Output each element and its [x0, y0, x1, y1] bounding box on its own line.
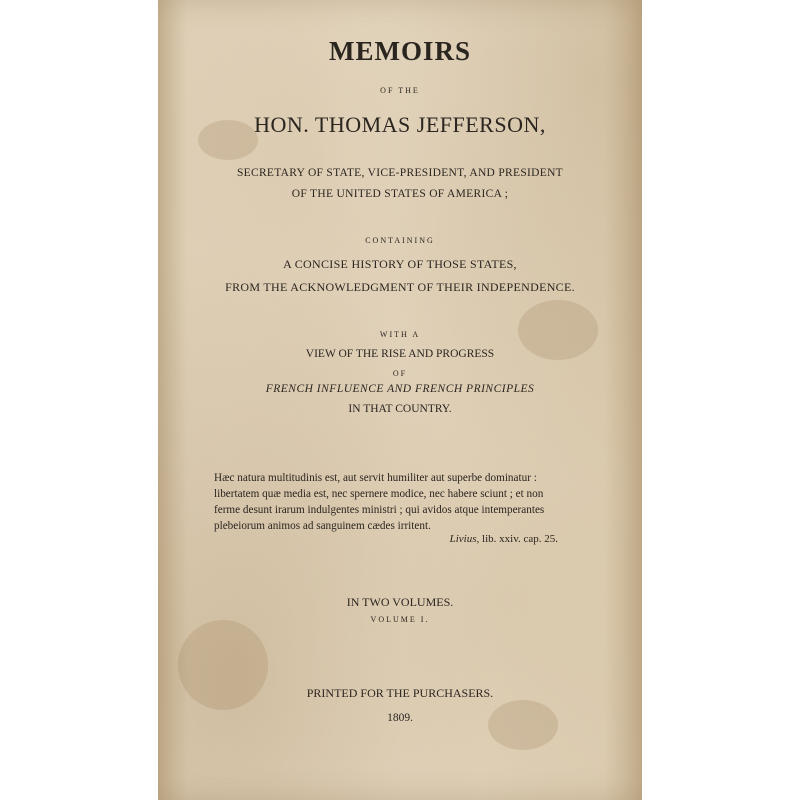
- paper-stain: [488, 700, 558, 750]
- view-line: VIEW OF THE RISE AND PROGRESS: [305, 348, 495, 360]
- of-the-text: OF THE: [380, 86, 420, 95]
- author-name: HON. THOMAS JEFFERSON,: [254, 112, 546, 137]
- french-line: FRENCH INFLUENCE AND FRENCH PRINCIPLES: [265, 383, 535, 395]
- book-title: MEMOIRS: [329, 36, 471, 66]
- with-a-text: WITH A: [379, 330, 421, 339]
- subtitle-line-1: SECRETARY OF STATE, VICE-PRESIDENT, AND PRESIDENT: [236, 167, 564, 179]
- epigraph-line: ferme desunt irarum indulgentes ministri ; qui avidos atque intemperantes: [214, 504, 545, 516]
- country-line: IN THAT COUNTRY.: [348, 403, 452, 415]
- epigraph-line: libertatem quæ media est, nec spernere modice, nec habere sciunt ; et non: [214, 488, 544, 500]
- subtitle-line-2: OF THE UNITED STATES OF AMERICA ;: [291, 188, 509, 200]
- volumes-text: IN TWO VOLUMES.: [346, 595, 454, 609]
- history-line-1: A CONCISE HISTORY OF THOSE STATES,: [283, 257, 517, 271]
- citation-author: Livius,: [449, 533, 480, 545]
- epigraph-line: plebeiorum animos ad sanguinem cædes irritent.: [214, 520, 431, 532]
- of-text: OF: [392, 369, 408, 378]
- containing-text: CONTAINING: [365, 236, 435, 245]
- title-page: [158, 0, 642, 800]
- publication-year: 1809.: [387, 712, 413, 724]
- citation-reference: lib. xxiv. cap. 25.: [479, 533, 558, 545]
- epigraph-line: Hæc natura multitudinis est, aut servit humiliter aut superbe dominatur :: [214, 472, 537, 484]
- latin-epigraph: [214, 470, 584, 534]
- epigraph-citation: [158, 533, 558, 545]
- volume-number: VOLUME I.: [370, 615, 430, 624]
- history-line-2: FROM THE ACKNOWLEDGMENT OF THEIR INDEPENDENCE.: [225, 280, 575, 294]
- imprint-text: PRINTED FOR THE PURCHASERS.: [306, 686, 494, 700]
